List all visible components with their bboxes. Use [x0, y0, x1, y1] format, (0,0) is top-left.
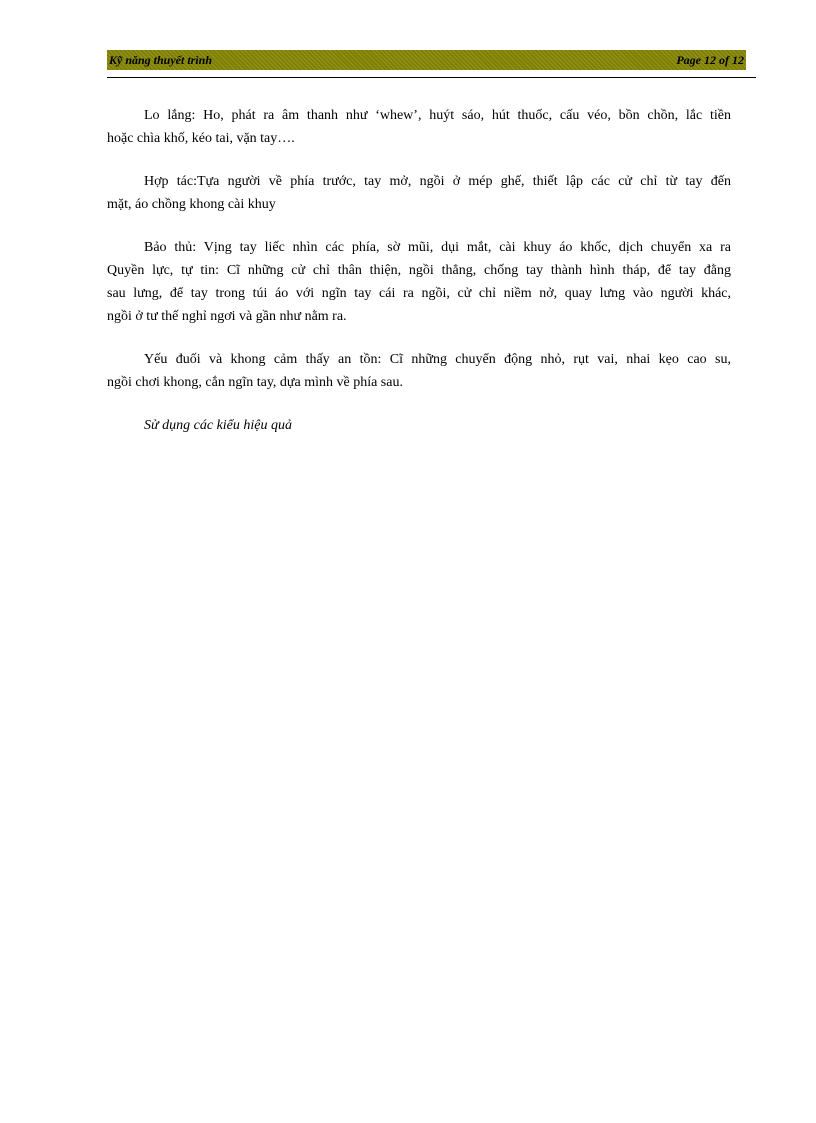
paragraph-line: ngồi chơi khong, cắn ngĩn tay, dựa mình về phía sau.	[107, 375, 403, 390]
paragraph-defensive-and-power	[107, 236, 731, 328]
paragraph-line: Yếu đuối và khong cảm thấy an tồn: Cĩ những chuyển động nhỏ, rụt vai, nhai kẹo cao su,	[144, 352, 731, 367]
paragraph-line: mặt, áo chồng khong cài khuy	[107, 197, 276, 212]
header-divider	[107, 77, 756, 78]
paragraph-line: Bảo thủ: Vịng tay liếc nhìn các phía, sờ mũi, dụi mắt, cài khuy áo khốc, dịch chuyển xa ra	[144, 240, 731, 255]
paragraph-line: Hợp tác:Tựa người về phía trước, tay mở, ngồi ở mép ghế, thiết lập các cử chỉ từ tay đến	[144, 174, 731, 189]
paragraph-line: Quyền lực, tự tin: Cĩ những cử chỉ thân thiện, ngồi thẳng, chống tay thành hình tháp, để tay đằng	[107, 263, 731, 278]
header-page-number: Page 12 of 12	[676, 52, 744, 67]
page-header	[107, 50, 746, 70]
paragraph-line: Lo lắng: Ho, phát ra âm thanh như ‘whew’, huýt sáo, hút thuốc, cấu véo, bồn chồn, lắc tiền	[144, 108, 731, 123]
paragraph-line: hoặc chìa khố, kéo tai, vặn tay….	[107, 131, 295, 146]
section-heading-effective-use	[107, 414, 731, 437]
paragraph-line: ngồi ở tư thế nghỉ ngơi và gần như nằm ra.	[107, 309, 347, 324]
document-body	[107, 104, 731, 457]
paragraph-cooperation	[107, 170, 731, 216]
paragraph-line: Sử dụng các kiểu hiệu quả	[144, 418, 292, 433]
paragraph-anxiety	[107, 104, 731, 150]
paragraph-weakness	[107, 348, 731, 394]
header-title: Kỹ năng thuyết trình	[109, 52, 213, 67]
paragraph-line: sau lưng, để tay trong túi áo với ngĩn tay cái ra ngồi, cử chỉ niềm nở, quay lưng vào người khác,	[107, 286, 731, 301]
